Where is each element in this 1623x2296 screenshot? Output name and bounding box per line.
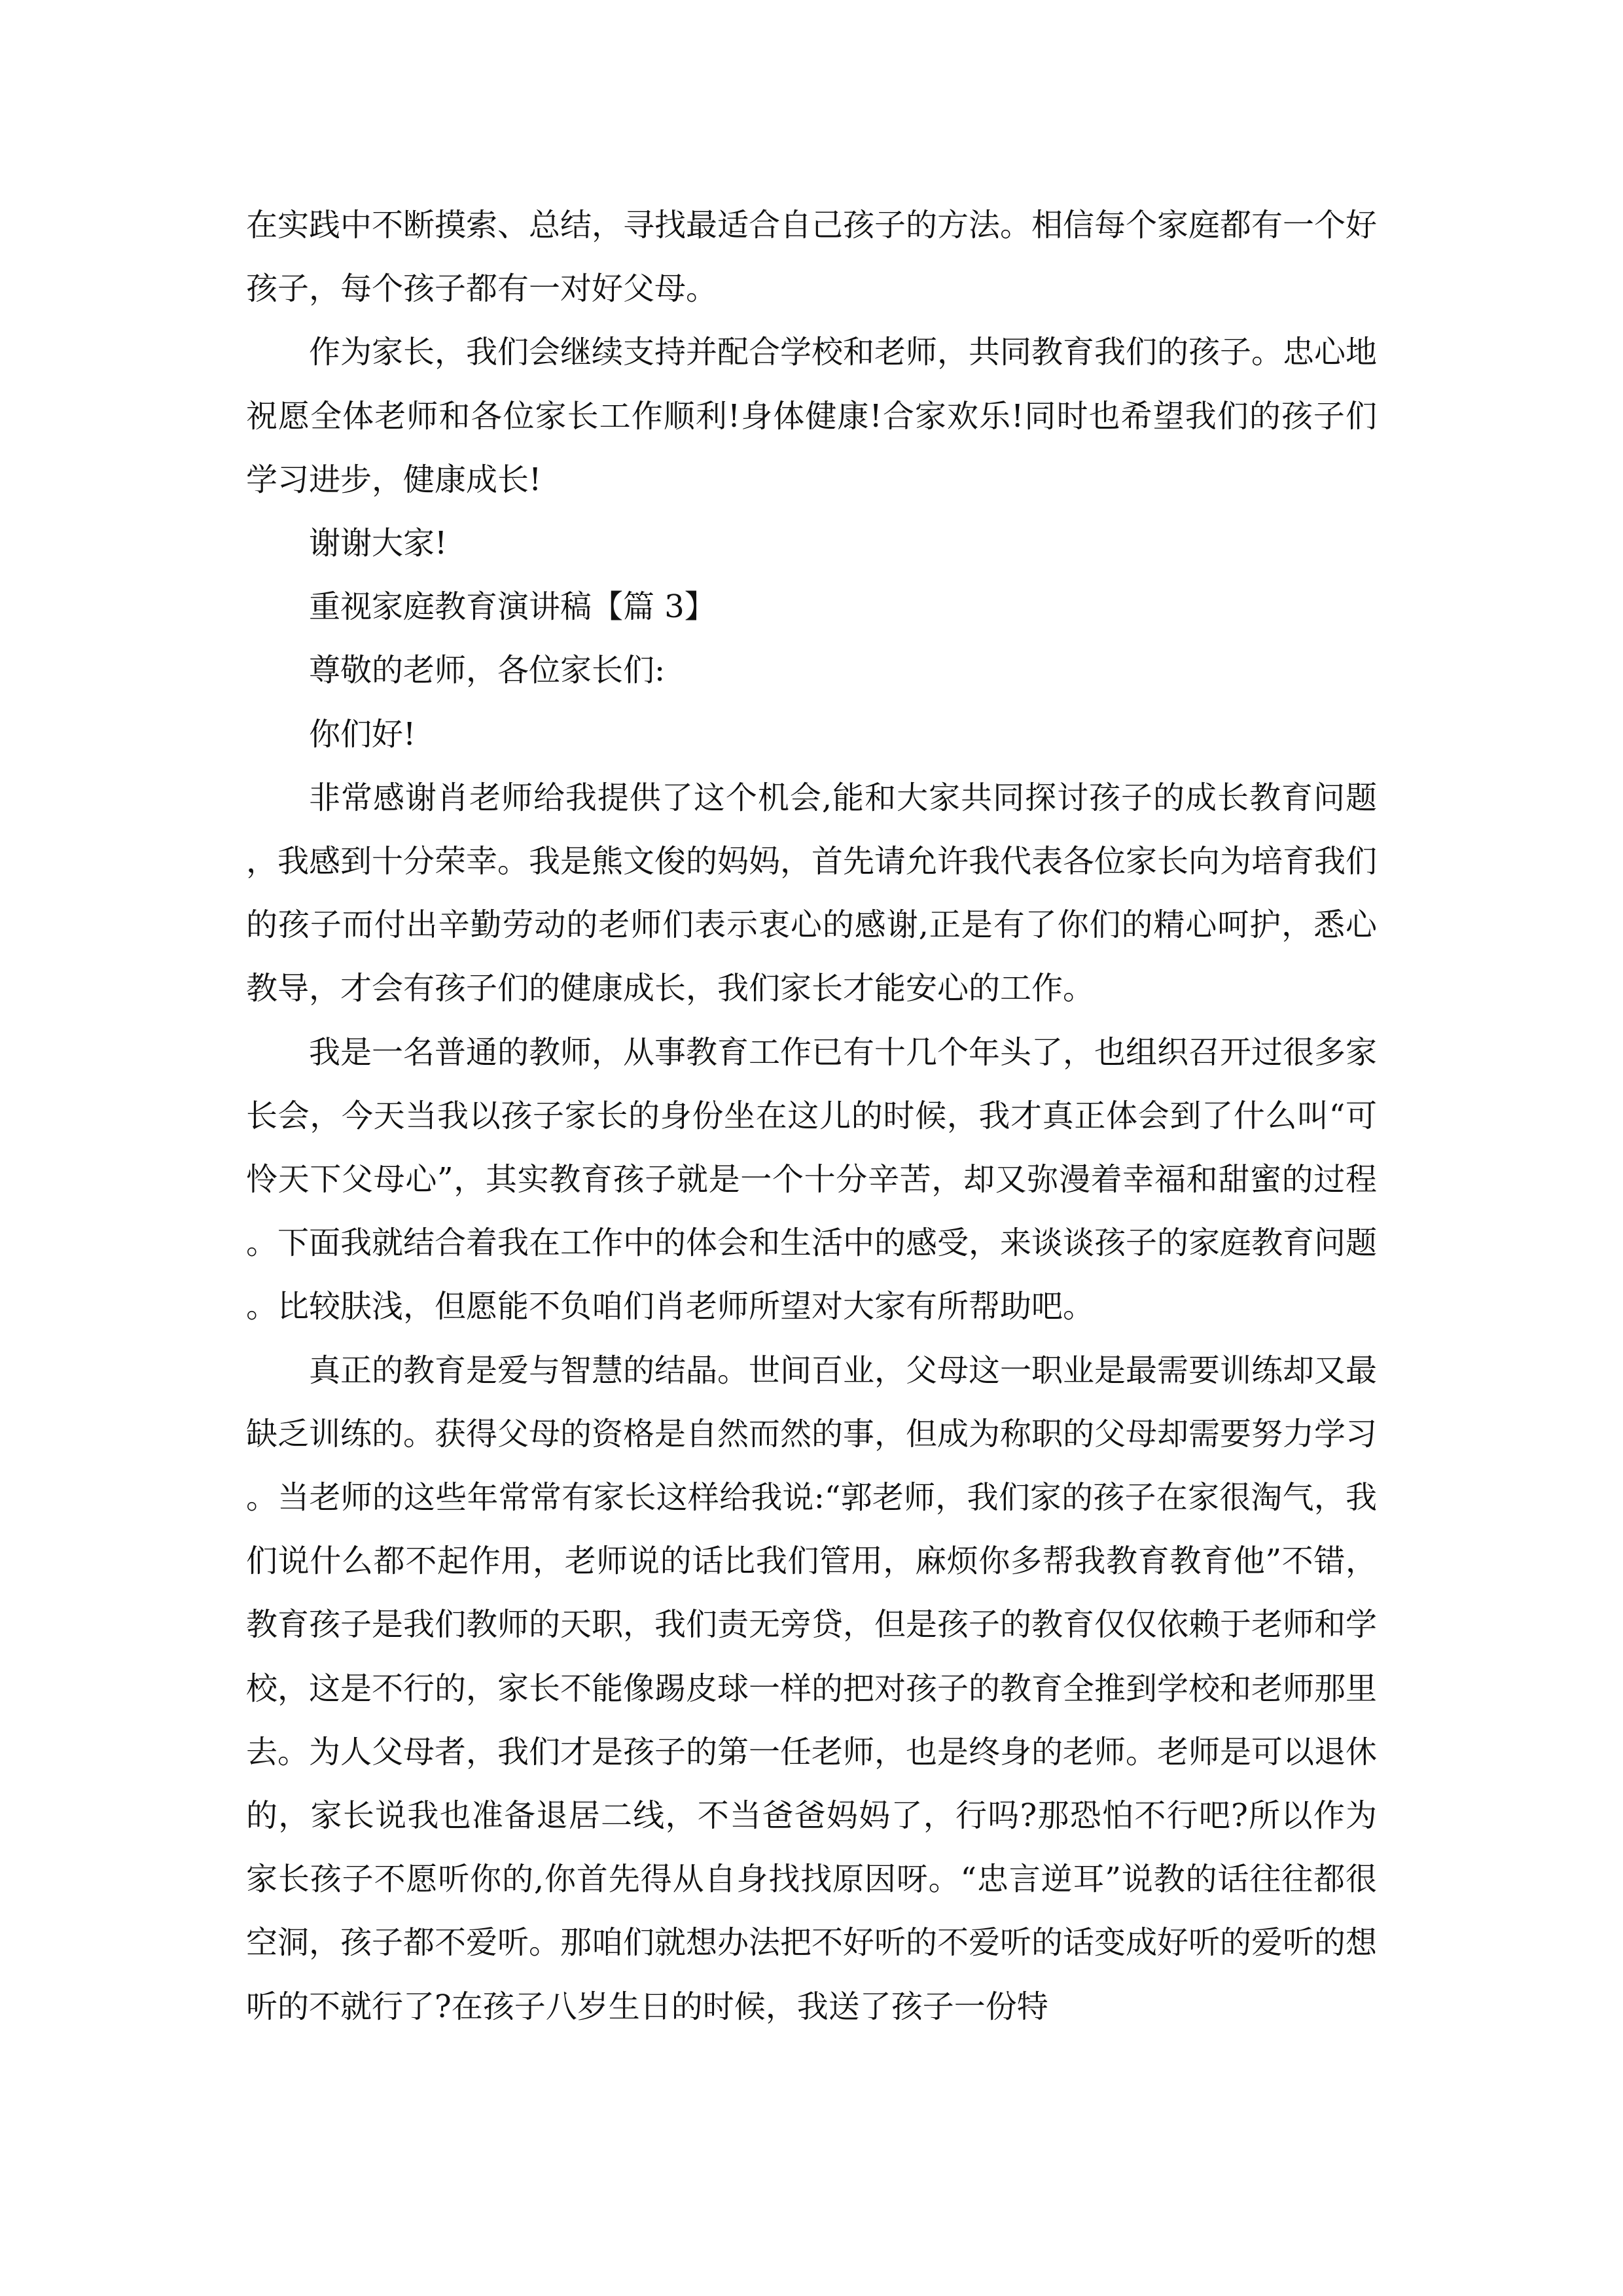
- paragraph-closing-wishes: 作为家长，我们会继续支持并配合学校和老师，共同教育我们的孩子。忠心地祝愿全体老师和各位家长工作顺利!身体健康!合家欢乐!同时也希望我们的孩子们学习进步，健康成长!: [246, 334, 1378, 498]
- paragraph-introduction: 非常感谢肖老师给我提供了这个机会,能和大家共同探讨孩子的成长教育问题，我感到十分荣幸。我是熊文俊的妈妈，首先请允许我代表各位家长向为培育我们的孩子而付出辛勤劳动的老师们表示衷心的感谢,正是有了你们的精心呵护，悉心教导，才会有孩子们的健康成长，我们家长才能安心的工作。: [246, 779, 1378, 1007]
- document-body: [246, 194, 1377, 2039]
- salutation: 尊敬的老师，各位家长们:: [309, 652, 666, 689]
- greeting: 你们好!: [309, 715, 416, 753]
- paragraph-experience: 我是一名普通的教师，从事教育工作已有十几个年头了，也组织召开过很多家长会，今天当我以孩子家长的身份坐在这儿的时候，我才真正体会到了什么叫“可怜天下父母心”，其实教育孩子就是一个十分辛苦，却又弥漫着幸福和甜蜜的过程。下面我就结合着我在工作中的体会和生活中的感受，来谈谈孩子的家庭教育问题。比较肤浅，但愿能不负咱们肖老师所望对大家有所帮助吧。: [246, 1033, 1378, 1325]
- section-heading: 重视家庭教育演讲稿【篇 3】: [309, 588, 716, 626]
- paragraph-true-education: 真正的教育是爱与智慧的结晶。世间百业，父母这一职业是最需要训练却又最缺乏训练的。获得父母的资格是自然而然的事，但成为称职的父母却需要努力学习。当老师的这些年常常有家长这样给我说:“郭老师，我们家的孩子在家很淘气，我们说什么都不起作用，老师说的话比我们管用，麻烦你多帮我教育教育他”不错，教育孩子是我们教师的天职，我们责无旁贷，但是孩子的教育仅仅依赖于老师和学校，这是不行的，家长不能像踢皮球一样的把对孩子的教育全推到学校和老师那里去。为人父母者，我们才是孩子的第一任老师，也是终身的老师。老师是可以退休的，家长说我也准备退居二线，不当爸爸妈妈了，行吗?那恐怕不行吧?所以作为家长孩子不愿听你的,你首先得从自身找找原因呀。“忠言逆耳”说教的话往往都很空洞，孩子都不爱听。那咱们就想办法把不好听的不爱听的话变成好听的爱听的想听的不就行了?在孩子八岁生日的时候，我送了孩子一份特: [246, 1352, 1378, 2025]
- paragraph-thanks: 谢谢大家!: [309, 525, 448, 562]
- paragraph-continued: 在实践中不断摸索、总结，寻找最适合自己孩子的方法。相信每个家庭都有一个好孩子，每个孩子都有一对好父母。: [246, 207, 1378, 308]
